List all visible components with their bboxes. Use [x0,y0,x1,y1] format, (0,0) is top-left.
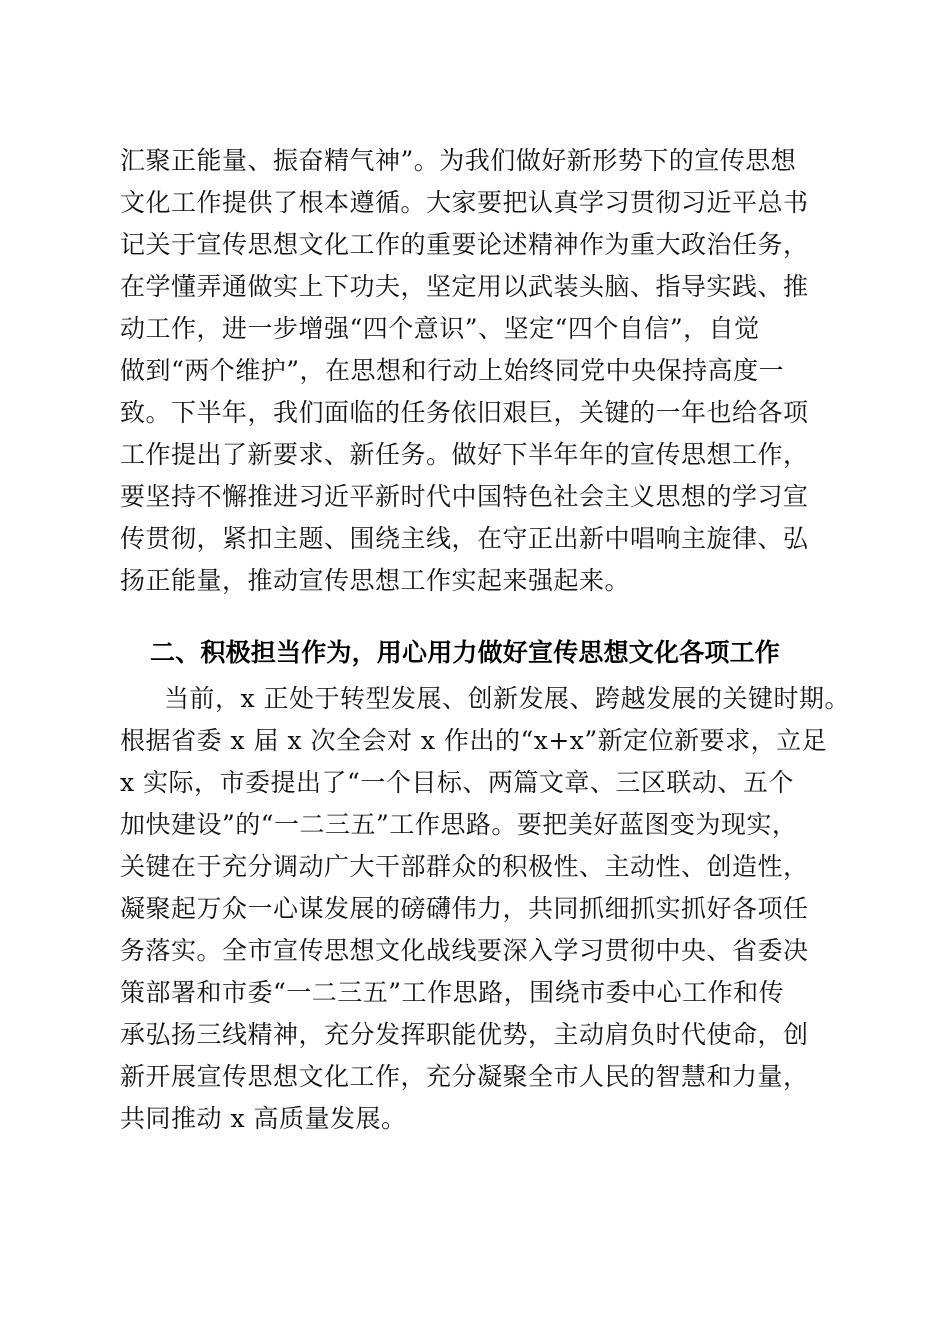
body-paragraph-2 [120,678,851,1140]
paragraph-line: 工作提出了新要求、新任务。做好下半年年的宣传思想工作， [120,440,809,469]
paragraph-line: 动工作，进一步增强“四个意识”、坚定“四个自信”，自觉 [120,314,760,343]
section-heading: 二、积极担当作为，用心用力做好宣传思想文化各项工作 [150,638,781,667]
paragraph-line: 要坚持不懈推进习近平新时代中国特色社会主义思想的学习宣 [120,482,809,511]
paragraph-line: 致。下半年，我们面临的任务依旧艰巨，关键的一年也给各项 [120,398,809,427]
paragraph-line: 做到“两个维护”，在思想和行动上始终同党中央保持高度一 [120,356,785,385]
paragraph-line: 当前，x 正处于转型发展、创新发展、跨越发展的关键时期。 [164,684,851,713]
paragraph-line: 务落实。全市宣传思想文化战线要深入学习贯彻中央、省委决 [120,936,809,965]
paragraph-line: 承弘扬三线精神，充分发挥职能优势，主动肩负时代使命，创 [120,1020,809,1049]
paragraph-line: 汇聚正能量、振奋精气神”。为我们做好新形势下的宣传思想 [120,146,797,175]
paragraph-line: x 实际，市委提出了“一个目标、两篇文章、三区联动、五个 [120,768,794,797]
paragraph-line: 扬正能量，推动宣传思想工作实起来强起来。 [120,566,631,595]
paragraph-line: 根据省委 x 届 x 次全会对 x 作出的“x+x”新定位新要求，立足 [120,726,828,755]
paragraph-line: 文化工作提供了根本遵循。大家要把认真学习贯彻习近平总书 [120,188,809,217]
paragraph-line: 加快建设”的“一二三五”工作思路。要把美好蓝图变为现实， [120,810,798,839]
paragraph-line: 凝聚起万众一心谋发展的磅礴伟力，共同抓细抓实抓好各项任 [120,894,809,923]
paragraph-line: 记关于宣传思想文化工作的重要论述精神作为重大政治任务， [120,230,809,259]
paragraph-line: 在学懂弄通做实上下功夫，坚定用以武装头脑、指导实践、推 [120,272,809,301]
paragraph-line: 策部署和市委“一二三五”工作思路，围绕市委中心工作和传 [120,978,785,1007]
paragraph-line: 传贯彻，紧扣主题、围绕主线，在守正出新中唱响主旋律、弘 [120,524,809,553]
paragraph-line: 新开展宣传思想文化工作，充分凝聚全市人民的智慧和力量， [120,1062,809,1091]
paragraph-line: 共同推动 x 高质量发展。 [120,1104,407,1133]
paragraph-line: 关键在于充分调动广大干部群众的积极性、主动性、创造性， [120,852,809,881]
body-paragraph-1 [120,140,832,602]
